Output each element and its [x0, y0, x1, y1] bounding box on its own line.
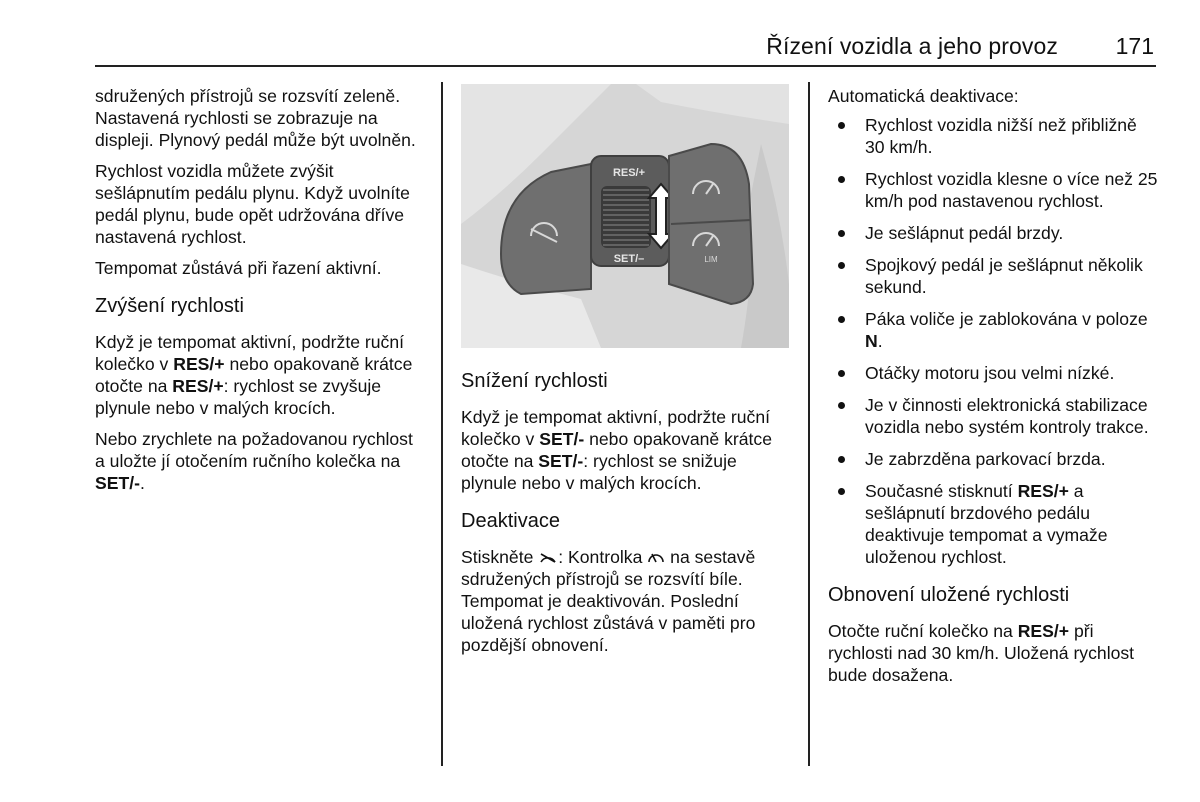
column-left [95, 85, 425, 503]
paragraph: Stiskněte : Kontrolka na sestavě sdružených přístrojů se rozsvítí bíle. Tempomat je deaktivován. Poslední uložená rychlost zůstává v paměti pro pozdější obnovení. [461, 547, 756, 655]
list-item: Rychlost vozidla nižší než přibližně 30 km/h. [828, 114, 1158, 158]
paragraph: Když je tempomat aktivní, podržte ruční kolečko v SET/- nebo opakovaně krátce otočte na SET/-: rychlost se snižuje plynule nebo v malých krocích. [461, 407, 773, 493]
paragraph: Otočte ruční kolečko na RES/+ při rychlosti nad 30 km/h. Uložená rychlost bude dosažena. [828, 621, 1135, 685]
heading-deactivation: Deaktivace [461, 510, 560, 532]
list-item: Je zabrzděna parkovací brzda. [828, 448, 1158, 470]
column-divider-1 [441, 82, 443, 766]
heading-increase-speed: Zvýšení rychlosti [95, 295, 244, 317]
list-item: Je v činnosti elektronická stabilizace vozidla nebo systém kontroly trakce. [828, 394, 1158, 438]
cruise-control-indicator-icon [647, 549, 665, 565]
res-label: RES/+ [612, 167, 646, 179]
list-item: Rychlost vozidla klesne o více než 25 km/h pod nastavenou rychlost. [828, 168, 1158, 212]
heading-restore-speed: Obnovení uložené rychlosti [828, 584, 1070, 606]
heading-decrease-speed: Snížení rychlosti [461, 370, 608, 392]
paragraph: Nebo zrychlete na požadovanou rychlost a uložte jí otočením ručního kolečka na SET/-. [95, 429, 413, 493]
list-item: Je sešlápnut pedál brzdy. [828, 222, 1158, 244]
paragraph: Automatická deaktivace: [828, 86, 1019, 106]
cruise-control-off-icon [538, 549, 558, 565]
paragraph: Rychlost vozidla můžete zvýšit sešlápnutím pedálu plynu. Když uvolníte pedál plynu, bude opět udržována dříve nastavená rychlost. [95, 161, 410, 247]
lim-label: LIM [704, 255, 718, 264]
header-rule [95, 65, 1156, 67]
steering-wheel-controls-illustration [461, 84, 789, 348]
paragraph: Tempomat zůstává při řazení aktivní. [95, 258, 382, 278]
paragraph: sdružených přístrojů se rozsvítí zeleně. Nastavená rychlosti se zobrazuje na displeji. Plynový pedál může být uvolněn. [95, 86, 416, 150]
set-label: SET/– [613, 253, 645, 265]
list-item: Otáčky motoru jsou velmi nízké. [828, 362, 1158, 384]
list-item: Spojkový pedál je sešlápnut několik sekund. [828, 254, 1158, 298]
list-item: Současné stisknutí RES/+ a sešlápnutí brzdového pedálu deaktivuje tempomat a vymaže uloženou rychlost. [828, 480, 1158, 568]
paragraph: Když je tempomat aktivní, podržte ruční kolečko v RES/+ nebo opakovaně krátce otočte na RES/+: rychlost se zvyšuje plynule nebo v malých krocích. [95, 332, 413, 418]
section-title: Řízení vozidla a jeho provoz [766, 33, 1058, 59]
deactivation-list [828, 114, 1158, 568]
column-right [828, 85, 1158, 695]
column-divider-2 [808, 82, 810, 766]
list-item: Páka voliče je zablokována v poloze N. [828, 308, 1158, 352]
page-number: 171 [1115, 33, 1154, 59]
column-middle [461, 368, 796, 665]
